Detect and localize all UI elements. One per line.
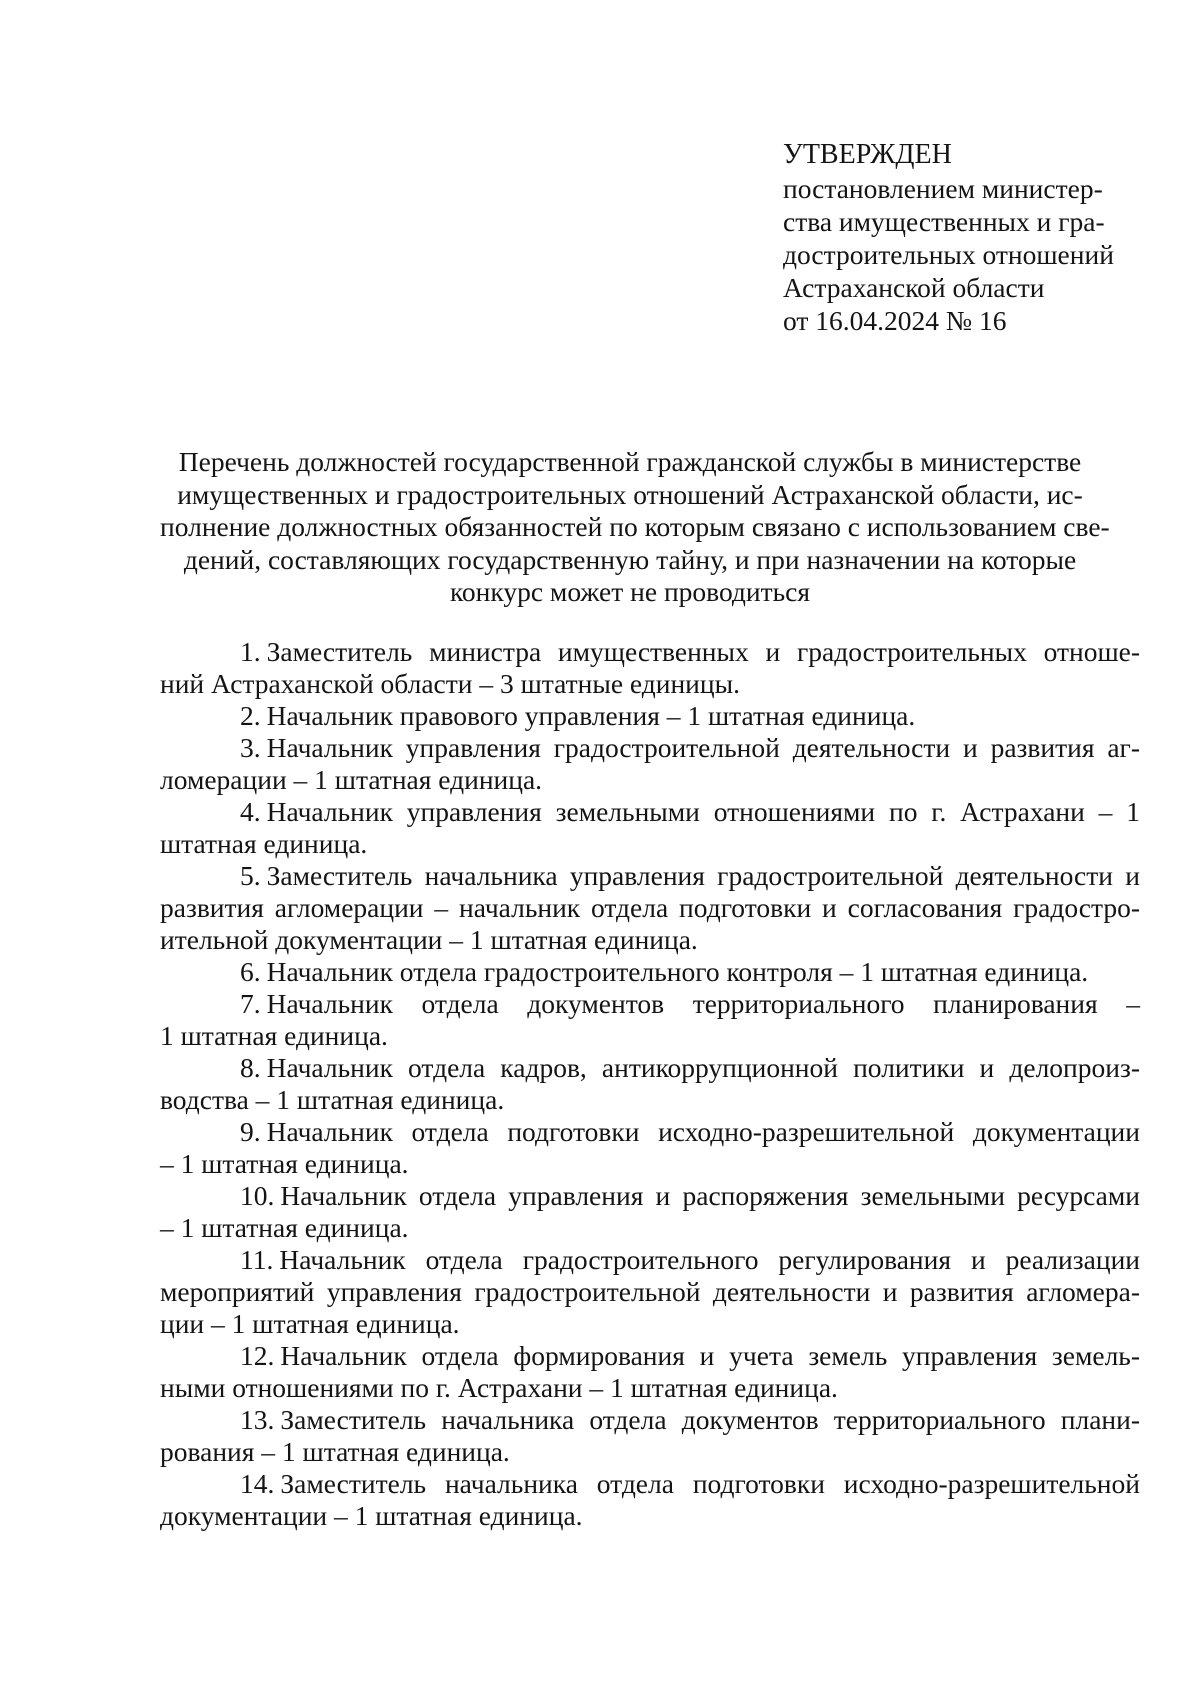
list-item-line (160, 1340, 1140, 1372)
list-item-text: Заместитель министра имущественных и градостроительных отноше- (266, 636, 1140, 667)
list-item (160, 1404, 1140, 1468)
list-item-line (160, 1116, 1140, 1148)
list-item-number: 3. (240, 732, 261, 763)
list-item-text: Начальник правового управления – 1 штатная единица. (266, 700, 916, 731)
list-item-number: 12. (240, 1340, 275, 1371)
approval-stamp-block (783, 138, 1183, 337)
list-item-text: Начальник отдела кадров, антикоррупционной политики и делопроиз- (266, 1052, 1140, 1083)
list-item-text: Заместитель начальника отдела документов территориального плани- (280, 1404, 1140, 1435)
list-item-line (160, 1180, 1140, 1212)
list-item-text: Начальник отдела формирования и учета земель управления земель- (280, 1340, 1140, 1371)
title-line: дений, составляющих государственную тайну, и при назначении на которые (183, 543, 1077, 575)
list-item-line: ний Астраханской области – 3 штатные единицы. (160, 668, 740, 699)
list-item-number: 6. (240, 956, 261, 987)
list-item (160, 636, 1140, 700)
list-item-line: ломерации – 1 штатная единица. (160, 764, 543, 795)
list-item-line: мероприятий управления градостроительной деятельности и развития агломера- (160, 1276, 1140, 1307)
list-item-line: ными отношениями по г. Астрахани – 1 штатная единица. (160, 1372, 838, 1403)
list-item-text: Начальник отдела градостроительного регулирования и реализации (279, 1244, 1140, 1275)
list-item-line (160, 1052, 1140, 1084)
list-item (160, 988, 1140, 1052)
list-item-line (160, 860, 1140, 892)
list-item-line: ции – 1 штатная единица. (160, 1308, 460, 1339)
approval-date-number: от 16.04.2024 № 16 (783, 305, 1007, 336)
approval-line: ства имущественных и гра- (783, 206, 1105, 237)
list-item-line (160, 1404, 1140, 1436)
list-item-line (160, 988, 1140, 1020)
title-line: полнение должностных обязанностей по которым связано с использованием све- (160, 511, 1110, 542)
positions-list (160, 636, 1140, 1532)
list-item-number: 13. (240, 1404, 275, 1435)
list-item-line: водства – 1 штатная единица. (160, 1084, 505, 1115)
list-item (160, 1180, 1140, 1244)
list-item-text: Заместитель начальника отдела подготовки исходно-разрешительной (280, 1468, 1140, 1499)
approval-line: постановлением министер- (783, 173, 1103, 204)
list-item (160, 1468, 1140, 1532)
approval-line: достроительных отношений (783, 239, 1114, 270)
list-item-text: Заместитель начальника управления градостроительной деятельности и (266, 860, 1140, 891)
list-item (160, 1116, 1140, 1180)
list-item-number: 9. (240, 1116, 261, 1147)
list-item-line: – 1 штатная единица. (160, 1212, 409, 1243)
document-title (160, 446, 1110, 609)
list-item (160, 700, 1140, 732)
list-item-line: – 1 штатная единица. (160, 1148, 409, 1179)
list-item-line: 1 штатная единица. (160, 1020, 388, 1051)
list-item-text: Начальник отдела управления и распоряжения земельными ресурсами (280, 1180, 1140, 1211)
list-item-text: Начальник управления земельными отношениями по г. Астрахани – 1 (266, 796, 1140, 827)
list-item-line: документации – 1 штатная единица. (160, 1500, 583, 1531)
list-item-number: 1. (240, 636, 261, 667)
list-item-text: Начальник отдела подготовки исходно-разрешительной документации (266, 1116, 1140, 1147)
list-item-line (160, 956, 1140, 988)
list-item-line (160, 636, 1140, 668)
list-item (160, 732, 1140, 796)
list-item (160, 1052, 1140, 1116)
list-item-number: 5. (240, 860, 261, 891)
approval-line: Астраханской области (783, 272, 1045, 303)
list-item-line: ительной документации – 1 штатная единица. (160, 924, 698, 955)
list-item-line: штатная единица. (160, 828, 368, 859)
list-item-line: рования – 1 штатная единица. (160, 1436, 510, 1467)
list-item-line (160, 796, 1140, 828)
title-line: Перечень должностей государственной гражданской службы в министерстве (178, 446, 1082, 477)
list-item (160, 796, 1140, 860)
list-item-text: Начальник управления градостроительной деятельности и развития аг- (266, 732, 1140, 763)
list-item-number: 10. (240, 1180, 275, 1211)
list-item-line: развития агломерации – начальник отдела подготовки и согласования градостро- (160, 892, 1140, 923)
title-line: конкурс может не проводиться (449, 576, 811, 607)
list-item-line (160, 1244, 1140, 1276)
list-item-text: Начальник отдела градостроительного контроля – 1 штатная единица. (266, 956, 1089, 987)
list-item-text: Начальник отдела документов территориального планирования – (266, 988, 1140, 1019)
list-item-number: 11. (240, 1244, 274, 1275)
list-item-line (160, 732, 1140, 764)
list-item (160, 860, 1140, 956)
list-item (160, 956, 1140, 988)
list-item-number: 14. (240, 1468, 275, 1499)
approval-heading: УТВЕРЖДЕН (783, 139, 952, 170)
list-item (160, 1340, 1140, 1404)
title-line: имущественных и градостроительных отношений Астраханской области, ис- (177, 478, 1083, 510)
list-item-number: 8. (240, 1052, 261, 1083)
list-item-number: 7. (240, 988, 261, 1019)
list-item-line (160, 700, 1140, 732)
list-item-line (160, 1468, 1140, 1500)
list-item-number: 2. (240, 700, 261, 731)
list-item-number: 4. (240, 796, 261, 827)
list-item (160, 1244, 1140, 1340)
